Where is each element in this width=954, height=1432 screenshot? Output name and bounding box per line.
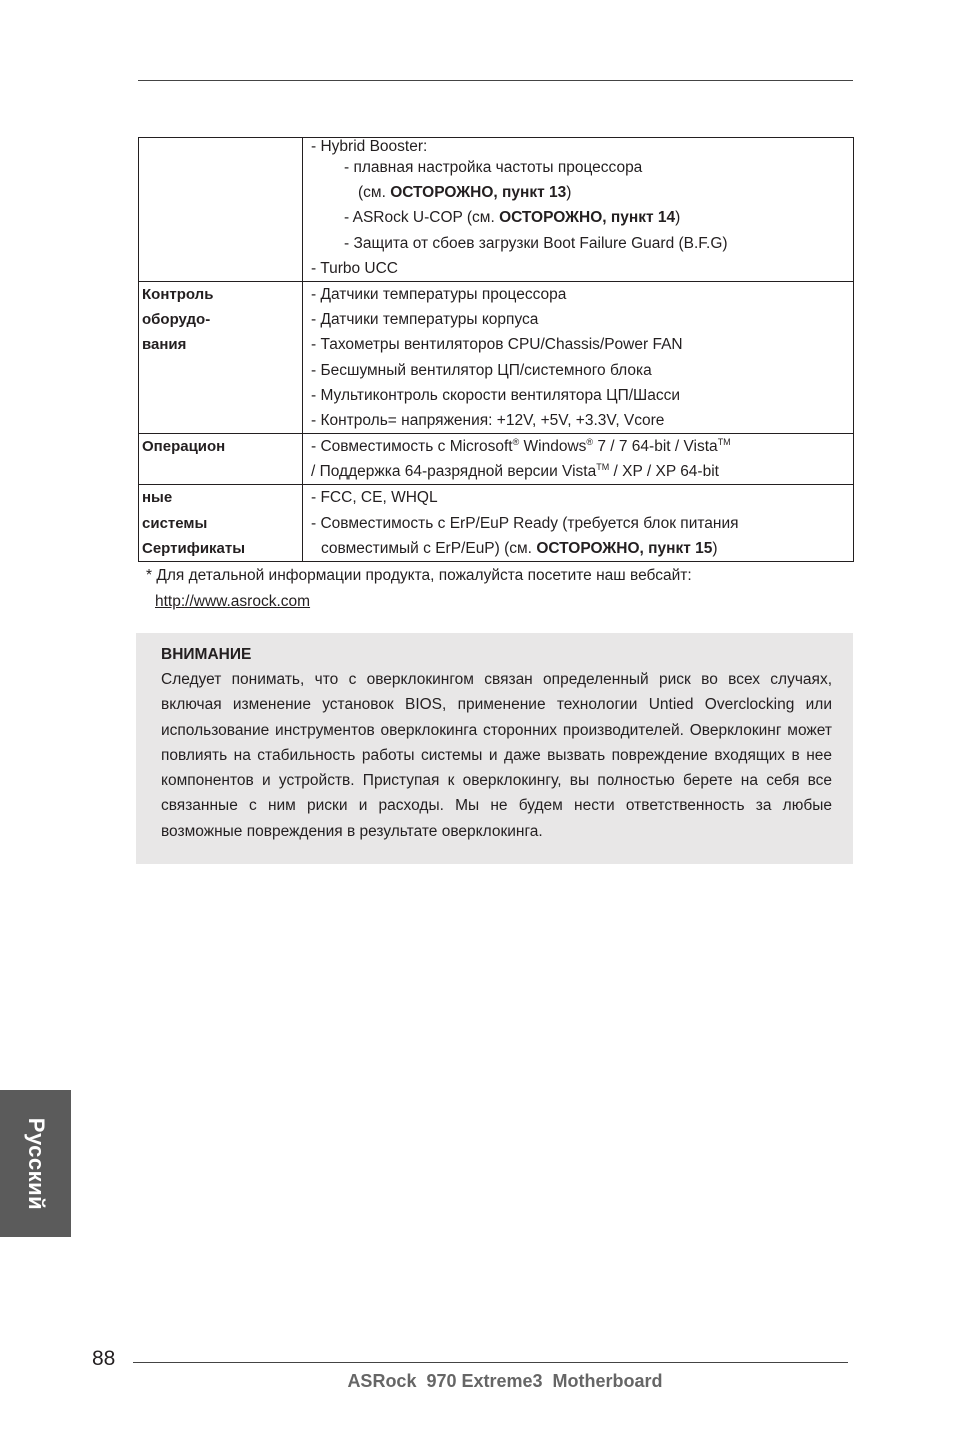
list-item: совместимый с ErP/EuP) (см. ОСТОРОЖНО, пункт 15) <box>321 539 718 557</box>
row-label-hardware-monitor: Контроль оборудо- вания <box>139 281 303 433</box>
footer-title: ASRock 970 Extreme3 Motherboard <box>347 1371 663 1391</box>
language-tab <box>0 1090 71 1237</box>
table-row <box>139 485 854 562</box>
list-item: / Поддержка 64-разрядной версии Vista™ / XP / XP 64-bit <box>311 462 719 481</box>
top-rule <box>138 80 853 81</box>
notice-title: ВНИМАНИЕ <box>161 646 252 663</box>
footnote <box>146 563 692 614</box>
list-item: - Совместимость с Microsoft® Windows® 7 / 7 64-bit / Vista™ <box>311 437 731 456</box>
list-item: - Совместимость с ErP/EuP Ready (требуется блок питания <box>311 514 739 532</box>
list-item: - Контроль= напряжения: +12V, +5V, +3.3V, Vcore <box>311 411 665 429</box>
list-item: - Защита от сбоев загрузки Boot Failure Guard (B.F.G) <box>344 234 728 252</box>
row-content-certifications <box>303 485 854 562</box>
spec-table <box>138 137 854 562</box>
table-row <box>139 434 854 485</box>
list-item: - Turbo UCC <box>311 259 398 277</box>
footnote-text: * Для детальной информации продукта, пожалуйста посетите наш вебсайт: <box>146 567 692 584</box>
row-label-os: Операцион <box>139 434 303 485</box>
list-item: - FCC, CE, WHQL <box>311 489 438 507</box>
list-item: - Датчики температуры корпуса <box>311 311 539 329</box>
row-label-certifications: ные системы Сертификаты <box>139 485 303 562</box>
list-item: - Датчики температуры процессора <box>311 285 567 303</box>
list-item: - Тахометры вентиляторов CPU/Chassis/Power FAN <box>311 336 683 354</box>
notice-box <box>136 633 853 864</box>
row-content-booster <box>303 138 854 282</box>
row-content-hardware-monitor <box>303 281 854 433</box>
row-label-empty <box>139 138 303 282</box>
list-item: - ASRock U-COP (см. ОСТОРОЖНО, пункт 14) <box>344 209 681 227</box>
list-item: - плавная настройка частоты процессора <box>344 159 643 176</box>
language-tab-label: Русский <box>23 1117 49 1210</box>
list-item: - Бесшумный вентилятор ЦП/системного блока <box>311 361 652 379</box>
bottom-rule <box>133 1362 848 1363</box>
table-row <box>139 138 854 282</box>
page-number: 88 <box>92 1347 116 1370</box>
list-item: - Hybrid Booster: <box>311 138 428 155</box>
website-link[interactable]: http://www.asrock.com <box>155 592 311 610</box>
row-content-os <box>303 434 854 485</box>
notice-body: Следует понимать, что с оверклокингом связан определенный риск во всех случаях, включая изменение установок BIOS, применение технологии Untied Overclocking или использование инструментов оверклокинга сторонних производителей. Оверклокинг может повлиять на стабильность работы системы и даже вызвать повреждение входящих в нее компонентов и устройств. Приступая к оверклокингу, вы полностью берете на себя все связанные с ним риски и расходы. Мы не будем нести ответственность за любые возможные повреждения в результате оверклокинга. <box>161 671 832 840</box>
table-row <box>139 281 854 433</box>
list-item: (см. ОСТОРОЖНО, пункт 13) <box>358 184 572 202</box>
list-item: - Мультиконтроль скорости вентилятора ЦП/Шасси <box>311 386 680 404</box>
